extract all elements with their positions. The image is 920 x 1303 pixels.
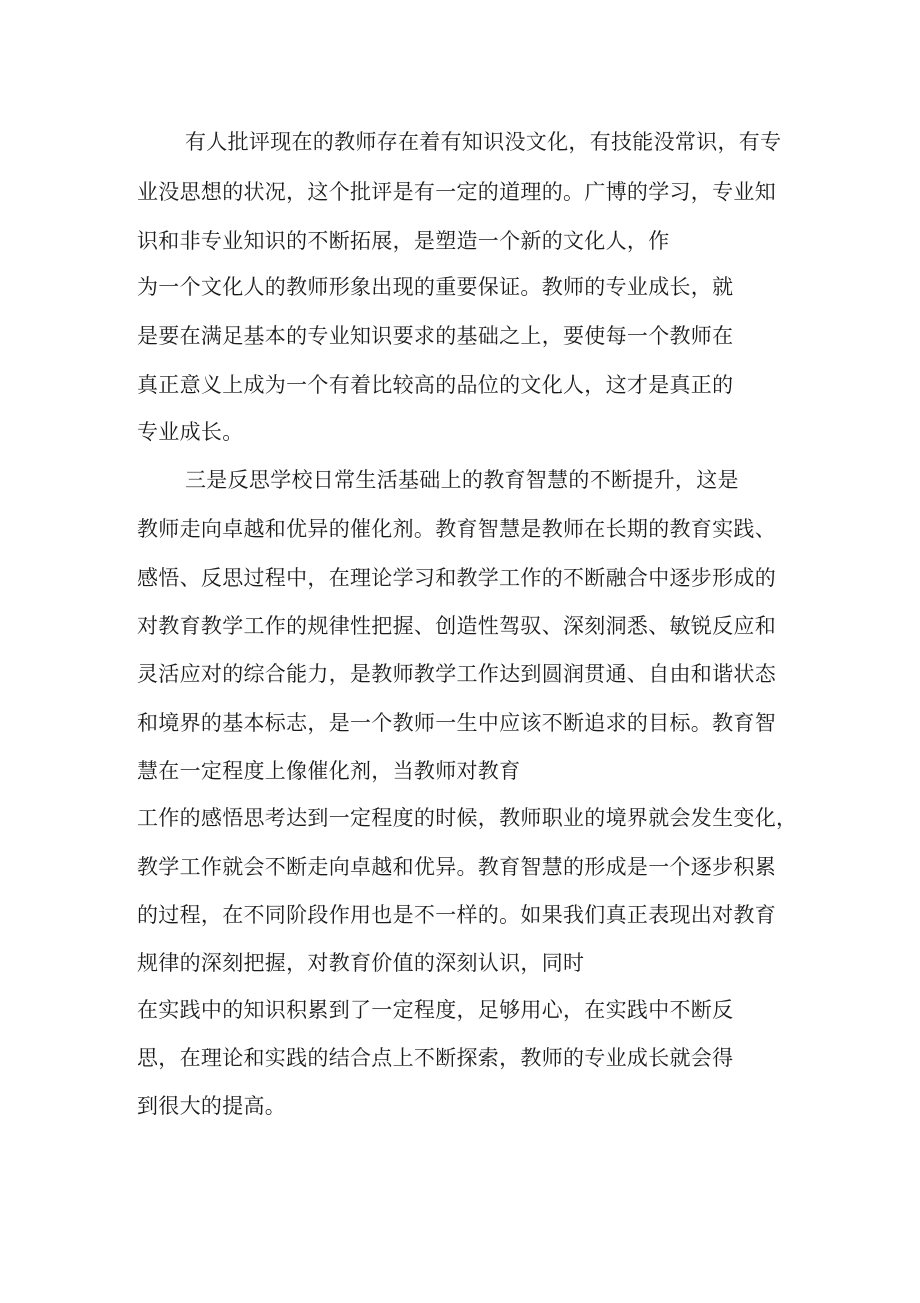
paragraph-2-line-9: 教学工作就会不断走向卓越和优异。教育智慧的形成是一个逐步积累 [137, 855, 776, 879]
paragraph-1-line-4: 为一个文化人的教师形象出现的重要保证。教师的专业成长，就 [137, 275, 734, 299]
paragraph-2-line-6: 和境界的基本标志，是一个教师一生中应该不断追求的目标。教育智 [137, 711, 776, 735]
paragraph-2-line-14: 到很大的提高。 [137, 1094, 287, 1118]
paragraph-2-line-5: 灵活应对的综合能力，是教师教学工作达到圆润贯通、自由和谐状态 [137, 662, 776, 686]
paragraph-1-line-5: 是要在满足基本的专业知识要求的基础之上，要使每一个教师在 [137, 324, 734, 348]
paragraph-2-line-4: 对教育教学工作的规律性把握、创造性驾驭、深刻洞悉、敏锐反应和 [137, 614, 776, 638]
paragraph-2-line-1: 三是反思学校日常生活基础上的教育智慧的不断提升，这是 [185, 468, 739, 492]
paragraph-1-line-7: 专业成长。 [137, 420, 244, 444]
paragraph-2-line-8: 工作的感悟思考达到一定程度的时候，教师职业的境界就会发生变化， [137, 806, 798, 830]
paragraph-1-line-2: 业没思想的状况，这个批评是有一定的道理的。广博的学习，专业知 [137, 180, 776, 204]
paragraph-1-line-6: 真正意义上成为一个有着比较高的品位的文化人，这才是真正的 [137, 373, 734, 397]
paragraph-1-line-1: 有人批评现在的教师存在着有知识没文化，有技能没常识，有专 [185, 130, 782, 154]
paragraph-2-line-2: 教师走向卓越和优异的催化剂。教育智慧是教师在长期的教育实践、 [137, 517, 776, 541]
paragraph-2-line-3: 感悟、反思过程中，在理论学习和教学工作的不断融合中逐步形成的 [137, 566, 776, 590]
paragraph-2-line-12: 在实践中的知识积累到了一定程度，足够用心，在实践中不断反 [137, 998, 734, 1022]
paragraph-1-line-3: 识和非专业知识的不断拓展，是塑造一个新的文化人，作 [137, 229, 670, 253]
paragraph-2-line-11: 规律的深刻把握，对教育价值的深刻认识，同时 [137, 951, 585, 975]
paragraph-2-line-10: 的过程，在不同阶段作用也是不一样的。如果我们真正表现出对教育 [137, 903, 776, 927]
paragraph-2-line-7: 慧在一定程度上像催化剂，当教师对教育 [137, 759, 521, 783]
paragraph-2-line-13: 思，在理论和实践的结合点上不断探索，教师的专业成长就会得 [137, 1046, 734, 1070]
